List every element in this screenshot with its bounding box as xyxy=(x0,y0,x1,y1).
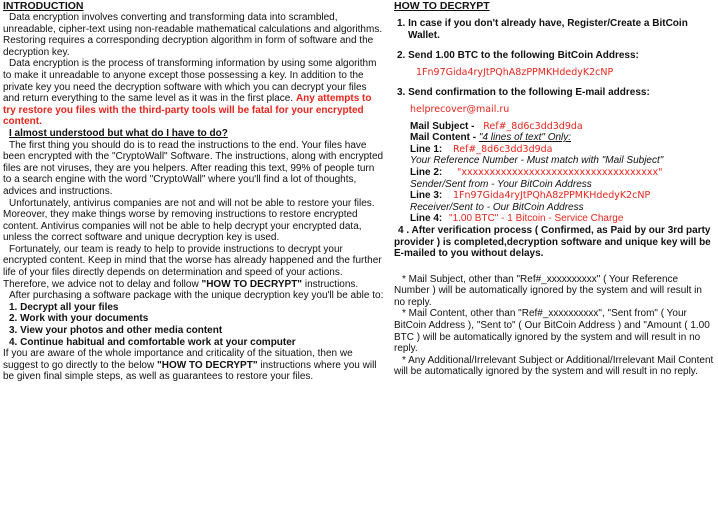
intro-subheading: I almost understood but what do I have to do? xyxy=(9,127,228,139)
intro-paragraph-7-text: If you are aware of the whole importance and criticality of the situation, then we suggest to go directly to the below xyxy=(3,348,353,371)
line-2-row xyxy=(410,167,714,179)
mail-content-label: Mail Content - xyxy=(410,132,477,144)
email-address: helprecover@mail.ru xyxy=(410,103,510,115)
line-1-desc: Your Reference Number - Must match with "Mail Subject" xyxy=(410,155,664,167)
step-3: 3. Send confirmation to the following E-mail address: xyxy=(397,87,650,99)
btc-address: 1Fn97Gida4ryJtPQhA8zPPMKHdedyK2cNP xyxy=(416,66,614,78)
how-to-decrypt-ref-2: "HOW TO DECRYPT" xyxy=(156,359,258,371)
step-4: 4 . After verification process ( Confirmed, as Paid by our 3rd party provider ) is completed,decryption software and unique key will be E-mailed to you without delays. xyxy=(394,224,711,260)
line-4-value: "1.00 BTC" - 1 Bitcoin - Service Charge xyxy=(449,213,624,225)
intro-paragraph-5 xyxy=(3,244,385,290)
intro-paragraph-1: Data encryption involves converting and transforming data into scrambled, unreadable, cipher-text using non-readable mathematical calculations and algorithms. Restoring requires a corresponding decryption algorithm in form of software and the decryption key. xyxy=(3,12,383,58)
intro-paragraph-2-text: Data encryption is the process of transforming information by using some algorithm to make it unreadable to anyone except those possessing a key. In addition to the private key you need the decryption software with which you can decrypt your files and return everything to the same level as it was in the first place. xyxy=(3,58,377,105)
line-1-row xyxy=(410,144,714,156)
line-3-value: 1Fn97Gida4ryJtPQhA8zPPMKHdedyK2cNP xyxy=(453,190,651,202)
howto-column xyxy=(394,0,714,378)
list-item: 3. View your photos and other media content xyxy=(9,325,223,337)
line-1-value: Ref#_8d6c3dd3d9da xyxy=(453,143,553,155)
intro-paragraph-4: Unfortunately, antivirus companies are not and will not be able to restore your files. Moreover, they make things worse by removing instructions to restore encrypted content. Antivirus companies will not be able to help decrypt your encrypted data, unless the correct software and unique decryption key is used. xyxy=(3,197,375,244)
mail-content-value: "4 lines of text" Only: xyxy=(478,132,572,144)
list-item: 4. Continue habitual and comfortable work at your computer xyxy=(9,336,296,348)
how-to-decrypt-ref: "HOW TO DECRYPT" xyxy=(201,278,303,290)
list-item: 1. Decrypt all your files xyxy=(9,301,119,313)
line-2-value: "xxxxxxxxxxxxxxxxxxxxxxxxxxxxxxxxxxx" xyxy=(457,166,663,178)
warning-text: Any attempts to try restore you files with the third-party tools will be fatal for your encrypted content. xyxy=(3,93,372,128)
note-2: * Mail Content, other than "Ref#_xxxxxxxxxx", "Sent from" ( Your BitCoin Address ), "Sent to" ( Our BitCoin Address ) and "Amount ( 1.00 BTC ) will be automatically ignored by the system and will result in no reply. xyxy=(394,308,710,355)
intro-paragraph-7 xyxy=(3,348,385,383)
line-3-row xyxy=(410,190,714,202)
line-4-row xyxy=(410,213,714,225)
line-3-desc: Receiver/Sent to - Our BitCoin Address xyxy=(410,201,584,213)
intro-column xyxy=(3,0,385,383)
mail-subject-label: Mail Subject - xyxy=(410,120,475,132)
mail-subject-row xyxy=(410,121,714,133)
intro-paragraph-6: After purchasing a software package with the unique decryption key you'll be able to: xyxy=(9,290,384,302)
mail-subject-value: Ref#_8d6c3dd3d9da xyxy=(483,120,583,132)
mail-fields xyxy=(410,121,714,225)
note-1: * Mail Subject, other than "Ref#_xxxxxxxxxx" ( Your Reference Number ) will be automatically ignored by the system and will result in no reply. xyxy=(394,273,702,308)
intro-paragraph-2 xyxy=(3,58,385,128)
intro-heading: INTRODUCTION xyxy=(3,0,84,12)
intro-paragraph-7-end: instructions where you will be given final simple steps, as well as guarantees to restore your files. xyxy=(3,359,377,383)
note-3: * Any Additional/Irrelevant Subject or Additional/Irrelevant Mail Content will be automatically ignored by the system and will result in no reply. xyxy=(394,354,714,378)
line-4-label: Line 4: xyxy=(410,213,443,225)
step-1: 1. In case if you don't already have, Register/Create a BitCoin Wallet. xyxy=(397,18,688,41)
line-2-desc: Sender/Sent from - Your BitCoin Address xyxy=(410,178,592,190)
step-2: 2. Send 1.00 BTC to the following BitCoin Address: xyxy=(397,50,639,62)
intro-paragraph-5-text: Fortunately, our team is ready to help to provide instructions to decrypt your encrypted content. Keep in mind that the worse has already happened and the further life of your files directly depends on determination and speed of your actions. Therefore, we advice not to delay and follow xyxy=(3,243,382,290)
list-item: 2. Work with your documents xyxy=(9,313,149,325)
line-1-label: Line 1: xyxy=(410,143,443,155)
line-2-label: Line 2: xyxy=(410,166,443,178)
line-3-label: Line 3: xyxy=(410,190,443,202)
mail-content-row xyxy=(410,132,714,144)
intro-paragraph-5-end: instructions. xyxy=(304,278,359,290)
howto-heading: HOW TO DECRYPT xyxy=(394,0,490,12)
intro-paragraph-3: The first thing you should do is to read the instructions to the end. Your files have been encrypted with the "CryptoWall" Software. The instructions, along with encrypted files are not viruses, they are you helpers. After reading this text, 99% of people turn to a search engine with the word "CryptoWall" where you'll find a lot of thoughts, advices and instructions. xyxy=(3,139,384,197)
